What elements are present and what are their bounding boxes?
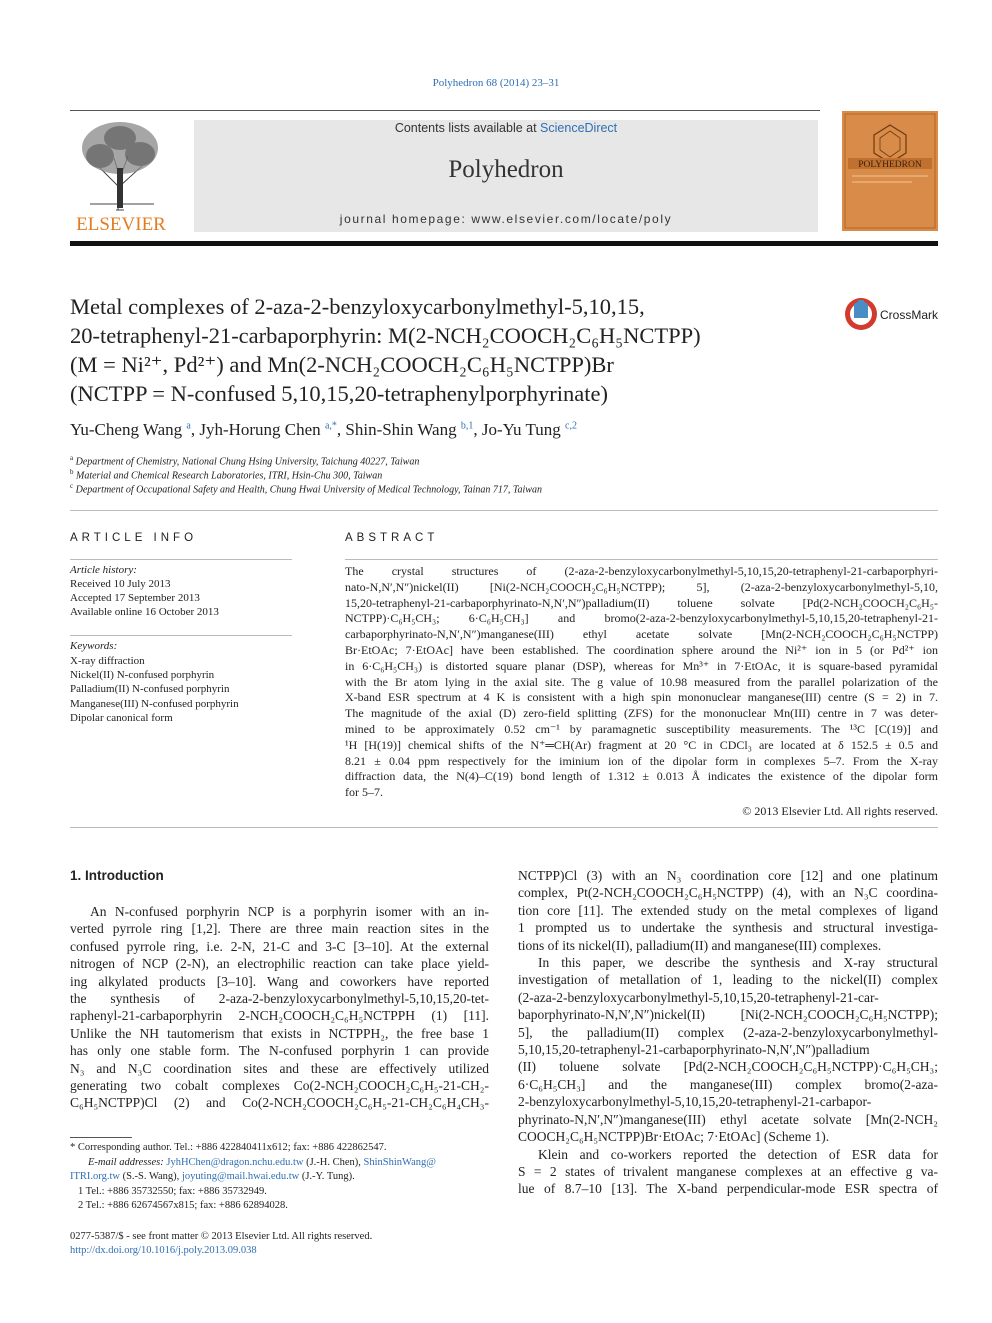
footnote-2: 2 Tel.: +886 62674567x815; fax: +886 62894028. bbox=[78, 1200, 288, 1211]
body-line: 5,10,15,20-tetraphenyl-21-carbaporphyrinato-N,N′,N″)palladium bbox=[518, 1042, 870, 1058]
author-affil-mark[interactable]: c,2 bbox=[565, 420, 577, 432]
divider bbox=[70, 510, 938, 511]
body-line: NCTPP)Cl (3) with an N₃ coordination core [12] and one platinum bbox=[518, 868, 938, 883]
abstract-line: X-band ESR spectrum at 4 K is consistent with a high spin mononuclear manganese(III) centre (S = 2) in 7. bbox=[345, 690, 938, 705]
elsevier-tree-icon bbox=[70, 118, 172, 236]
author-name[interactable]: Shin-Shin Wang bbox=[345, 420, 457, 439]
journal-homepage-link[interactable]: journal homepage: www.elsevier.com/locate/poly bbox=[339, 212, 673, 226]
body-line: Klein and co-workers reported the detection of ESR data for bbox=[538, 1146, 938, 1162]
body-line: phyrinato-N,N′,N″)manganese(III) ethyl acetate solvate [Mn(2-NCH₂ bbox=[518, 1111, 938, 1127]
abstract-line: nato-N,N′,N″)nickel(II) [Ni(2-NCH₂COOCH₂C₆H₅NCTPP); 5], (2-aza-2-benzyloxycarbonylmethyl-5,10, bbox=[345, 579, 938, 594]
affiliation bbox=[70, 468, 382, 481]
journal-reference[interactable]: Polyhedron 68 (2014) 23–31 bbox=[432, 77, 560, 89]
cover-image bbox=[842, 111, 938, 231]
affiliation-mark: a bbox=[70, 454, 74, 462]
footnote-1: 1 Tel.: +886 35732550; fax: +886 35732949. bbox=[78, 1186, 267, 1197]
email-link[interactable]: ITRI.org.tw bbox=[70, 1171, 120, 1182]
header-top-rule bbox=[70, 110, 820, 111]
abstract-line: carbaporphyrinato-N,N′,N″)manganese(III) ethyl acetate solvate [Mn(2-NCH₂COOCH₂C₆H₅NCTPP) bbox=[345, 627, 938, 642]
abstract-line: 15,20-tetraphenyl-21-carbaporphyrinato-N,N′,N″)palladium(II) toluene solvate [Pd(2-NCH₂COOCH₂C₆H₅- bbox=[345, 595, 938, 610]
body-line: COOCH₂C₆H₅NCTPP)Br·EtOAc; 7·EtOAc] (Scheme 1). bbox=[518, 1129, 830, 1145]
author-affil-mark[interactable]: a,* bbox=[324, 420, 337, 432]
abstract-line: mined to be approximately 0.52 cm⁻¹ by paramagnetic susceptibility measurements. The ¹³C [C(19)] and bbox=[345, 721, 938, 736]
abstract-line: in 6·C₆H₅CH₃) is distorted square planar (DSP), whereas for Mn³⁺ in 7·EtOAc, it is square-based pyramidal bbox=[345, 658, 938, 673]
crossmark-label[interactable]: CrossMark bbox=[880, 308, 939, 322]
article-info-heading: ARTICLE INFO bbox=[70, 532, 198, 544]
title-line: (NCTPP = N-confused 5,10,15,20-tetraphenylporphyrinate) bbox=[70, 381, 608, 406]
body-line: baporphyrinato-N,N′,N″)nickel(II) [Ni(2-NCH₂COOCH₂C₆H₅NCTPP); bbox=[518, 1007, 938, 1023]
body-line: In this paper, we describe the synthesis and X-ray structural bbox=[538, 955, 938, 971]
affiliation bbox=[70, 454, 419, 467]
author-name[interactable]: Jyh-Horung Chen bbox=[199, 420, 321, 439]
section-heading-introduction: 1. Introduction bbox=[70, 868, 164, 883]
author-name[interactable]: Yu-Cheng Wang bbox=[70, 420, 183, 439]
elsevier-logo[interactable] bbox=[70, 118, 172, 236]
body-line: verted pyrrole ring [1,2]. There are three main reaction sites in the bbox=[70, 921, 489, 937]
article-title bbox=[70, 292, 800, 408]
footnote-emails-cont bbox=[70, 1171, 355, 1182]
body-line: has only one stable form. The N-confused porphyrin 1 can provide bbox=[70, 1043, 489, 1059]
affiliation-text: Material and Chemical Research Laboratories, ITRI, Hsin-Chu 300, Taiwan bbox=[76, 470, 383, 482]
crossmark-icon bbox=[843, 296, 879, 332]
body-line: investigation of metallation of 1, leading to the nickel(II) complex bbox=[518, 972, 938, 988]
history-online: Available online 16 October 2013 bbox=[70, 606, 219, 618]
history-heading: Article history: bbox=[70, 564, 137, 576]
body-line: 2-benzyloxycarbonylmethyl-5,10,15,20-tetraphenyl-21-carbapor- bbox=[518, 1094, 872, 1110]
abstract-line: diffraction data, the N(4)–C(19) bond length of 1.312 ± 0.013 Å indicates the existence of the dipolar form bbox=[345, 769, 938, 784]
divider bbox=[70, 635, 292, 636]
divider bbox=[345, 559, 938, 560]
abstract-line: The crystal structures of (2-aza-2-benzyloxycarbonylmethyl-5,10,15,20-tetraphenyl-21-carbaporphyri- bbox=[345, 564, 938, 578]
keyword: Dipolar canonical form bbox=[70, 712, 173, 724]
email-link[interactable]: ShinShinWang@ bbox=[363, 1157, 436, 1168]
divider bbox=[70, 559, 292, 560]
body-line: generating two cobalt complexes Co(2-NCH₂COOCH₂C₆H₅-21-CH₂- bbox=[70, 1078, 489, 1094]
email-link[interactable]: joyuting@mail.hwai.edu.tw bbox=[181, 1171, 300, 1182]
history-received: Received 10 July 2013 bbox=[70, 578, 171, 590]
affiliation-text: Department of Chemistry, National Chung Hsing University, Taichung 40227, Taiwan bbox=[75, 456, 420, 468]
issn-line: 0277-5387/$ - see front matter © 2013 Elsevier Ltd. All rights reserved. bbox=[70, 1231, 373, 1242]
keyword: Nickel(II) N-confused porphyrin bbox=[70, 669, 215, 681]
cover-title: POLYHEDRON bbox=[858, 160, 922, 170]
contents-line bbox=[194, 121, 818, 135]
abstract-line: for 5–7. bbox=[345, 785, 383, 800]
footnote-emails bbox=[88, 1157, 436, 1168]
body-line: C₆H₅NCTPP)Cl (2) and Co(2-NCH₂COOCH₂C₆H₅-21-CH₂C₆H₄CH₃- bbox=[70, 1095, 489, 1111]
body-line: 5], the palladium(II) complex (2-aza-2-benzyloxycarbonylmethyl- bbox=[518, 1024, 938, 1040]
doi-link[interactable]: http://dx.doi.org/10.1016/j.poly.2013.09.038 bbox=[70, 1245, 257, 1256]
author-name[interactable]: Jo-Yu Tung bbox=[481, 420, 561, 439]
body-line: An N-confused porphyrin NCP is a porphyrin isomer with an in- bbox=[90, 904, 489, 919]
header-thick-rule bbox=[70, 241, 938, 246]
affiliation-text: Department of Occupational Safety and Health, Chung Hwai University of Medical Technology, Tainan 717, Taiwan bbox=[75, 484, 542, 496]
author-affil-mark[interactable]: b,1 bbox=[460, 420, 474, 432]
email-link[interactable]: JyhHChen@dragon.nchu.edu.tw bbox=[166, 1157, 304, 1168]
abstract-line: NCTPP)·C₆H₅CH₃; 6·C₆H₅CH₃] and bromo(2-aza-2-benzyloxycarbonylmethyl-5,10,15,20-tetraphenyl-21- bbox=[345, 611, 938, 626]
body-line: nitrogen of NCP (2-N), an electrophilic reaction can take place yield- bbox=[70, 956, 489, 972]
author-list: Yu-Cheng Wang $^a$, Jyh-Horung Chen $^{a,*}$, Shin-Shin Wang $^{b,1}$, Jo-Yu Tung $^{c,2}$ bbox=[70, 420, 577, 439]
body-line: N₃ and N₃C coordination sites and these are effectively utilized bbox=[70, 1060, 489, 1076]
body-line: raphenyl-21-carbaporphyrin 2-NCH₂COOCH₂C₆H₅NCTPPH (1) [11]. bbox=[70, 1008, 489, 1024]
body-line: (2-aza-2-benzyloxycarbonylmethyl-5,10,15,20-tetraphenyl-21-car- bbox=[518, 989, 879, 1005]
affiliation-mark: b bbox=[70, 468, 74, 476]
sciencedirect-link[interactable]: ScienceDirect bbox=[540, 121, 618, 135]
body-line: S = 2 states of trivalent manganese complexes at an effective g va- bbox=[518, 1163, 938, 1179]
abstract-line: Br·EtOAc; 7·EtOAc] have been established. The coordination sphere around the Ni²⁺ ion in 5 (or Pd²⁺ ion bbox=[345, 642, 938, 657]
journal-title: Polyhedron bbox=[448, 156, 564, 183]
body-line: Unlike the NH tautomerism that exists in NCTPPH₂, the free base 1 bbox=[70, 1025, 489, 1041]
copyright: © 2013 Elsevier Ltd. All rights reserved. bbox=[742, 804, 938, 818]
abstract-line: The magnitude of the axial (D) zero-field splitting (ZFS) for the mononuclear Mn(III) centre in 7 was deter- bbox=[345, 706, 938, 721]
body-line: the synthesis of 2-aza-2-benzyloxycarbonylmethyl-5,10,15,20-tet- bbox=[70, 991, 489, 1007]
abstract-line: with the Br atom lying in the axial site. The g value of 10.98 measured from the parallel polarization of the bbox=[345, 674, 938, 689]
body-column-left bbox=[70, 903, 489, 1112]
body-column-right bbox=[518, 867, 938, 1198]
divider bbox=[70, 827, 938, 828]
body-line: tions of its nickel(II), palladium(II) and manganese(III) complexes. bbox=[518, 937, 882, 953]
history-accepted: Accepted 17 September 2013 bbox=[70, 592, 200, 604]
body-line: (II) toluene solvate [Pd(2-NCH₂COOCH₂C₆H₅NCTPP)·C₆H₅CH₃; bbox=[518, 1059, 938, 1075]
footnote-rule bbox=[70, 1137, 132, 1138]
affiliation bbox=[70, 482, 542, 495]
elsevier-wordmark: ELSEVIER bbox=[76, 214, 166, 235]
title-line: 20-tetraphenyl-21-carbaporphyrin: M(2-NCH₂COOCH₂C₆H₅NCTPP) bbox=[70, 323, 701, 348]
email-owner: (J.-H. Chen), bbox=[306, 1157, 361, 1168]
title-line: (M = Ni²⁺, Pd²⁺) and Mn(2-NCH₂COOCH₂C₆H₅NCTPP)Br bbox=[70, 352, 614, 377]
affiliation-mark: c bbox=[70, 482, 74, 490]
keyword: Manganese(III) N-confused porphyrin bbox=[70, 698, 239, 710]
abstract-line: 8.21 ± 0.04 ppm respectively for the iminium ion of the dipolar form in complexes 5–7. From the X-ray bbox=[345, 753, 938, 768]
body-line: complex, Pt(2-NCH₂COOCH₂C₆H₅NCTPP) (4), with an N₃C coordina- bbox=[518, 885, 938, 901]
keywords-heading: Keywords: bbox=[70, 640, 118, 652]
author-affil-mark[interactable]: a bbox=[186, 420, 191, 432]
body-line: 6·C₆H₅CH₃] and the manganese(III) complex bromo(2-aza- bbox=[518, 1076, 938, 1092]
keyword: Palladium(II) N-confused porphyrin bbox=[70, 683, 230, 695]
email-label: E-mail addresses: bbox=[88, 1157, 164, 1168]
body-line: lue of 8.7–10 [13]. The X-band perpendicular-mode ESR spectra of bbox=[518, 1181, 938, 1197]
title-line: Metal complexes of 2-aza-2-benzyloxycarbonylmethyl-5,10,15, bbox=[70, 294, 645, 319]
email-owner: (J.-Y. Tung). bbox=[301, 1171, 355, 1182]
journal-cover-thumbnail[interactable] bbox=[842, 111, 938, 231]
body-line: tion core [11]. The extended study on the metal complexes of ligand bbox=[518, 902, 938, 918]
abstract-line: ¹H [H(19)] chemical shifts of the N⁺═CH(Ar) fragment at 20 °C in CDCl₃ are located at δ 152.5 ± 0.5 and bbox=[345, 737, 938, 752]
body-line: ing alkylated products [3–10]. Wang and coworkers have reported bbox=[70, 973, 489, 989]
keyword: X-ray diffraction bbox=[70, 655, 145, 667]
body-line: confused pyrrole ring, i.e. 2-N, 21-C and 3-C [3–10]. At the external bbox=[70, 938, 489, 954]
email-owner: (S.-S. Wang), bbox=[122, 1171, 180, 1182]
abstract-heading: ABSTRACT bbox=[345, 532, 439, 544]
abstract-body bbox=[345, 564, 938, 801]
contents-prefix: Contents lists available at bbox=[394, 121, 541, 135]
body-line: 1 prompted us to undertake the synthesis and structural investiga- bbox=[518, 920, 938, 936]
footnote-corresponding: * Corresponding author. Tel.: +886 422840411x612; fax: +886 422862547. bbox=[70, 1142, 387, 1153]
